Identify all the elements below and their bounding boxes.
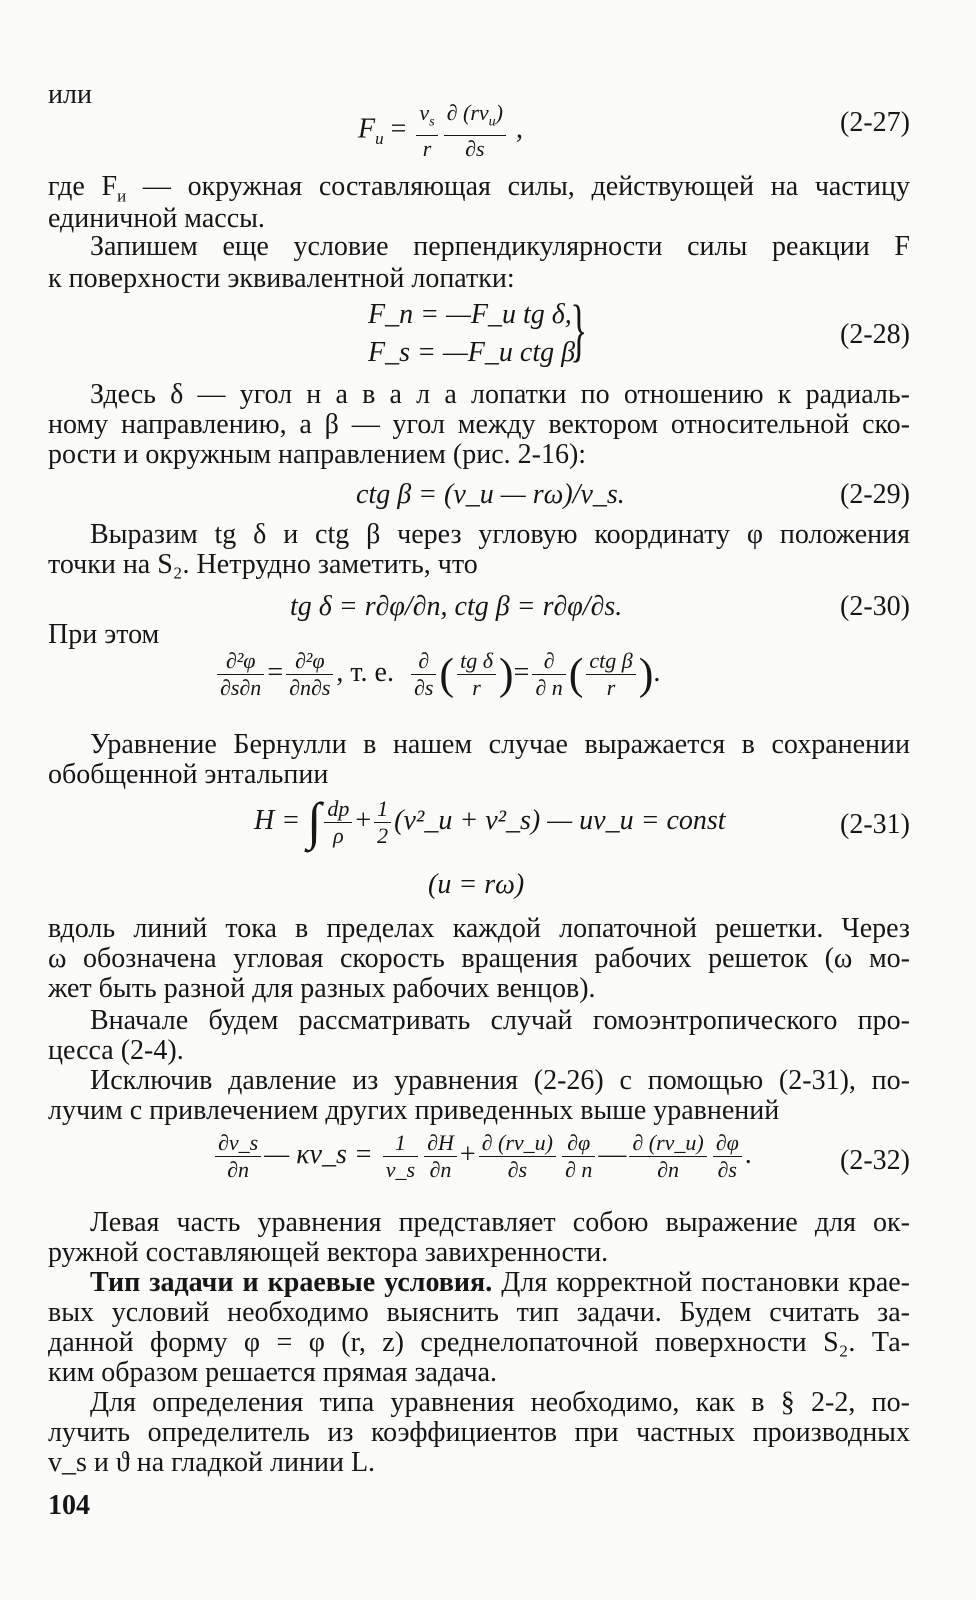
text-line xyxy=(90,1266,910,1300)
integral-sign: ∫ xyxy=(307,793,322,851)
eq-term: ∂²φ xyxy=(217,648,264,675)
equation-2-31-condition: (u = rω) xyxy=(428,869,525,900)
text-line: вдоль линий тока в пределах каждой лопаточной решетки. Через xyxy=(48,913,910,944)
eq-term: . xyxy=(653,656,661,688)
text-line: единичной массы. xyxy=(48,203,265,234)
eq-term: ∂H xyxy=(424,1130,457,1157)
equation-2-30: tg δ = r∂φ/∂n, ctg β = r∂φ/∂s. xyxy=(290,591,623,622)
text-line: точки на S₂. Нетрудно заметить, что xyxy=(48,549,478,580)
eq-term: ∂n xyxy=(227,1157,250,1182)
eq-term: tg δ xyxy=(457,648,496,675)
equation-number: (2-29) xyxy=(840,479,910,510)
text-line: Уравнение Бернулли в нашем случае выражается в сохранении xyxy=(90,729,910,760)
eq-term: ∂v_s xyxy=(215,1130,261,1157)
eq-term: ∂ n xyxy=(535,675,563,700)
equation-number: (2-28) xyxy=(840,319,910,350)
fraction xyxy=(324,796,352,849)
equation-number: (2-27) xyxy=(840,107,910,138)
page-number: 104 xyxy=(48,1490,90,1521)
paren: ) xyxy=(638,649,654,699)
text-line: Левая часть уравнения представляет собою выражение для ок- xyxy=(90,1207,910,1238)
eq-symbol: F xyxy=(358,113,376,145)
fraction xyxy=(217,648,264,701)
fraction xyxy=(383,1130,418,1183)
eq-term: v_s xyxy=(385,1157,416,1182)
right-brace: } xyxy=(570,292,588,369)
eq-term: ∂ xyxy=(532,648,565,675)
text-line: обобщенной энтальпии xyxy=(48,759,329,790)
fraction xyxy=(562,1130,595,1183)
eq-term: ∂s xyxy=(507,1157,528,1182)
eq-term: ∂s xyxy=(717,1157,737,1182)
text-line: Для определения типа уравнения необходимо, как в § 2-2, по- xyxy=(90,1387,910,1418)
paren: ( xyxy=(439,649,455,699)
text-line: ному направлению, а β — угол между вектором относительной ско- xyxy=(48,409,910,440)
eq-term: ρ xyxy=(333,823,344,848)
equation-number: (2-31) xyxy=(840,809,910,840)
eq-term: ∂ (rv_u) xyxy=(629,1130,706,1157)
eq-term: ∂ xyxy=(411,648,436,675)
eq-term: , xyxy=(508,113,523,145)
equation-2-28-line2: F_s = —F_u ctg β. xyxy=(368,337,583,368)
text-line: ружной составляющей вектора завихренности. xyxy=(48,1237,609,1268)
eq-term: v xyxy=(419,100,430,125)
eq-sign: + xyxy=(459,1138,476,1170)
eq-term: ctg β xyxy=(586,648,635,675)
text-fragment: — окружная составляющая силы, действующей на частицу xyxy=(126,171,910,202)
eq-term: ∂²φ xyxy=(286,648,333,675)
fraction xyxy=(416,100,437,162)
equation-number: (2-30) xyxy=(840,591,910,622)
text-line: вых условий необходимо выяснить тип задачи. Будем считать за- xyxy=(48,1297,910,1328)
fraction xyxy=(286,648,333,701)
fraction xyxy=(586,648,635,701)
eq-term: ) xyxy=(495,100,503,125)
eq-term: 1 xyxy=(374,796,391,823)
text-line: лучить определитель из коэффициентов при частных производных xyxy=(48,1417,910,1448)
equation-2-28-line1: F_n = —F_u tg δ, xyxy=(368,299,572,330)
eq-term: 2 xyxy=(377,823,389,848)
text-line: Запишем еще условие перпендикулярности силы реакции F xyxy=(90,231,910,262)
text-fragment: Для корректной постановки крае- xyxy=(492,1267,910,1298)
eq-term: ∂s xyxy=(413,675,434,700)
equation-2-29: ctg β = (v_u — rω)/v_s. xyxy=(356,479,625,510)
equation-mixed-derivatives xyxy=(214,648,660,701)
text-line: ким образом решается прямая задача. xyxy=(48,1357,498,1388)
eq-term: ∂n xyxy=(429,1157,452,1182)
eq-sign: = xyxy=(513,656,530,688)
eq-term: , т. е. xyxy=(336,656,394,688)
eq-term: ∂n∂s xyxy=(289,675,331,700)
fraction xyxy=(424,1130,457,1183)
eq-term: r xyxy=(606,675,616,700)
text-line: данной форму φ = φ (r, z) среднелопаточной поверхности S₂. Та- xyxy=(48,1327,910,1358)
fraction xyxy=(411,648,436,701)
equation-number: (2-32) xyxy=(840,1145,910,1176)
eq-subscript: u xyxy=(375,129,384,149)
eq-term: — κv_s = xyxy=(264,1138,380,1170)
eq-term: ∂φ xyxy=(713,1130,742,1157)
eq-term: ∂ (rv xyxy=(446,100,489,125)
fraction xyxy=(629,1130,706,1183)
fraction xyxy=(374,796,391,849)
text-line: v_s и ϑ на гладкой линии L. xyxy=(48,1447,376,1478)
text-line: к поверхности эквивалентной лопатки: xyxy=(48,263,515,294)
section-heading: Тип задачи и краевые условия. xyxy=(90,1267,493,1298)
text-line: Вначале будем рассматривать случай гомоэнтропического про- xyxy=(90,1005,910,1036)
eq-term: ∂s∂n xyxy=(220,675,262,700)
lead-word: или xyxy=(48,79,92,110)
eq-sign: + xyxy=(355,804,372,836)
eq-subscript: u xyxy=(488,114,496,130)
eq-term: H = xyxy=(254,804,308,836)
eq-term: ∂n xyxy=(657,1157,679,1182)
equation-2-31 xyxy=(254,793,726,851)
text-line: ω обозначена угловая скорость вращения рабочих решеток (ω мо- xyxy=(48,943,910,974)
text-line: рости и окружным направлением (рис. 2-16): xyxy=(48,439,587,470)
equation-2-32 xyxy=(212,1130,752,1183)
fraction xyxy=(457,648,496,701)
eq-sign: — xyxy=(598,1138,627,1170)
eq-sign: = xyxy=(383,113,414,145)
fraction xyxy=(479,1130,556,1183)
text-subscript: и xyxy=(117,186,127,206)
text-line: Здесь δ — угол н а в а л а лопатки по отношению к радиаль- xyxy=(90,379,910,410)
fraction xyxy=(444,100,506,162)
text-line: цесса (2-4). xyxy=(48,1035,184,1066)
eq-sign: = xyxy=(267,656,284,688)
eq-term: dp xyxy=(324,796,352,823)
eq-term: r xyxy=(472,675,481,700)
fraction xyxy=(532,648,565,701)
text-line: жет быть разной для разных рабочих венцов). xyxy=(48,973,596,1004)
eq-term: 1 xyxy=(383,1130,418,1157)
eq-term: . xyxy=(744,1138,752,1170)
paren: ( xyxy=(568,649,584,699)
eq-term: ∂φ xyxy=(562,1130,595,1157)
fraction xyxy=(713,1130,742,1183)
eq-term: ∂s xyxy=(465,136,485,162)
text-line: Исключив давление из уравнения (2-26) с помощью (2-31), по- xyxy=(90,1065,910,1096)
eq-term: r xyxy=(422,136,432,162)
equation-2-27 xyxy=(358,100,523,162)
eq-subscript: s xyxy=(429,114,435,130)
text-fragment: где F xyxy=(48,171,118,202)
text-line: При этом xyxy=(48,619,160,650)
fraction xyxy=(215,1130,261,1183)
eq-term: ∂ n xyxy=(565,1157,593,1182)
paren: ) xyxy=(498,649,514,699)
text-line: Выразим tg δ и ctg β через угловую координату φ положения xyxy=(90,519,910,550)
text-line: лучим с привлечением других приведенных выше уравнений xyxy=(48,1095,780,1126)
eq-term: (v²_u + v²_s) — uv_u = const xyxy=(394,804,726,836)
eq-term: ∂ (rv_u) xyxy=(479,1130,556,1157)
